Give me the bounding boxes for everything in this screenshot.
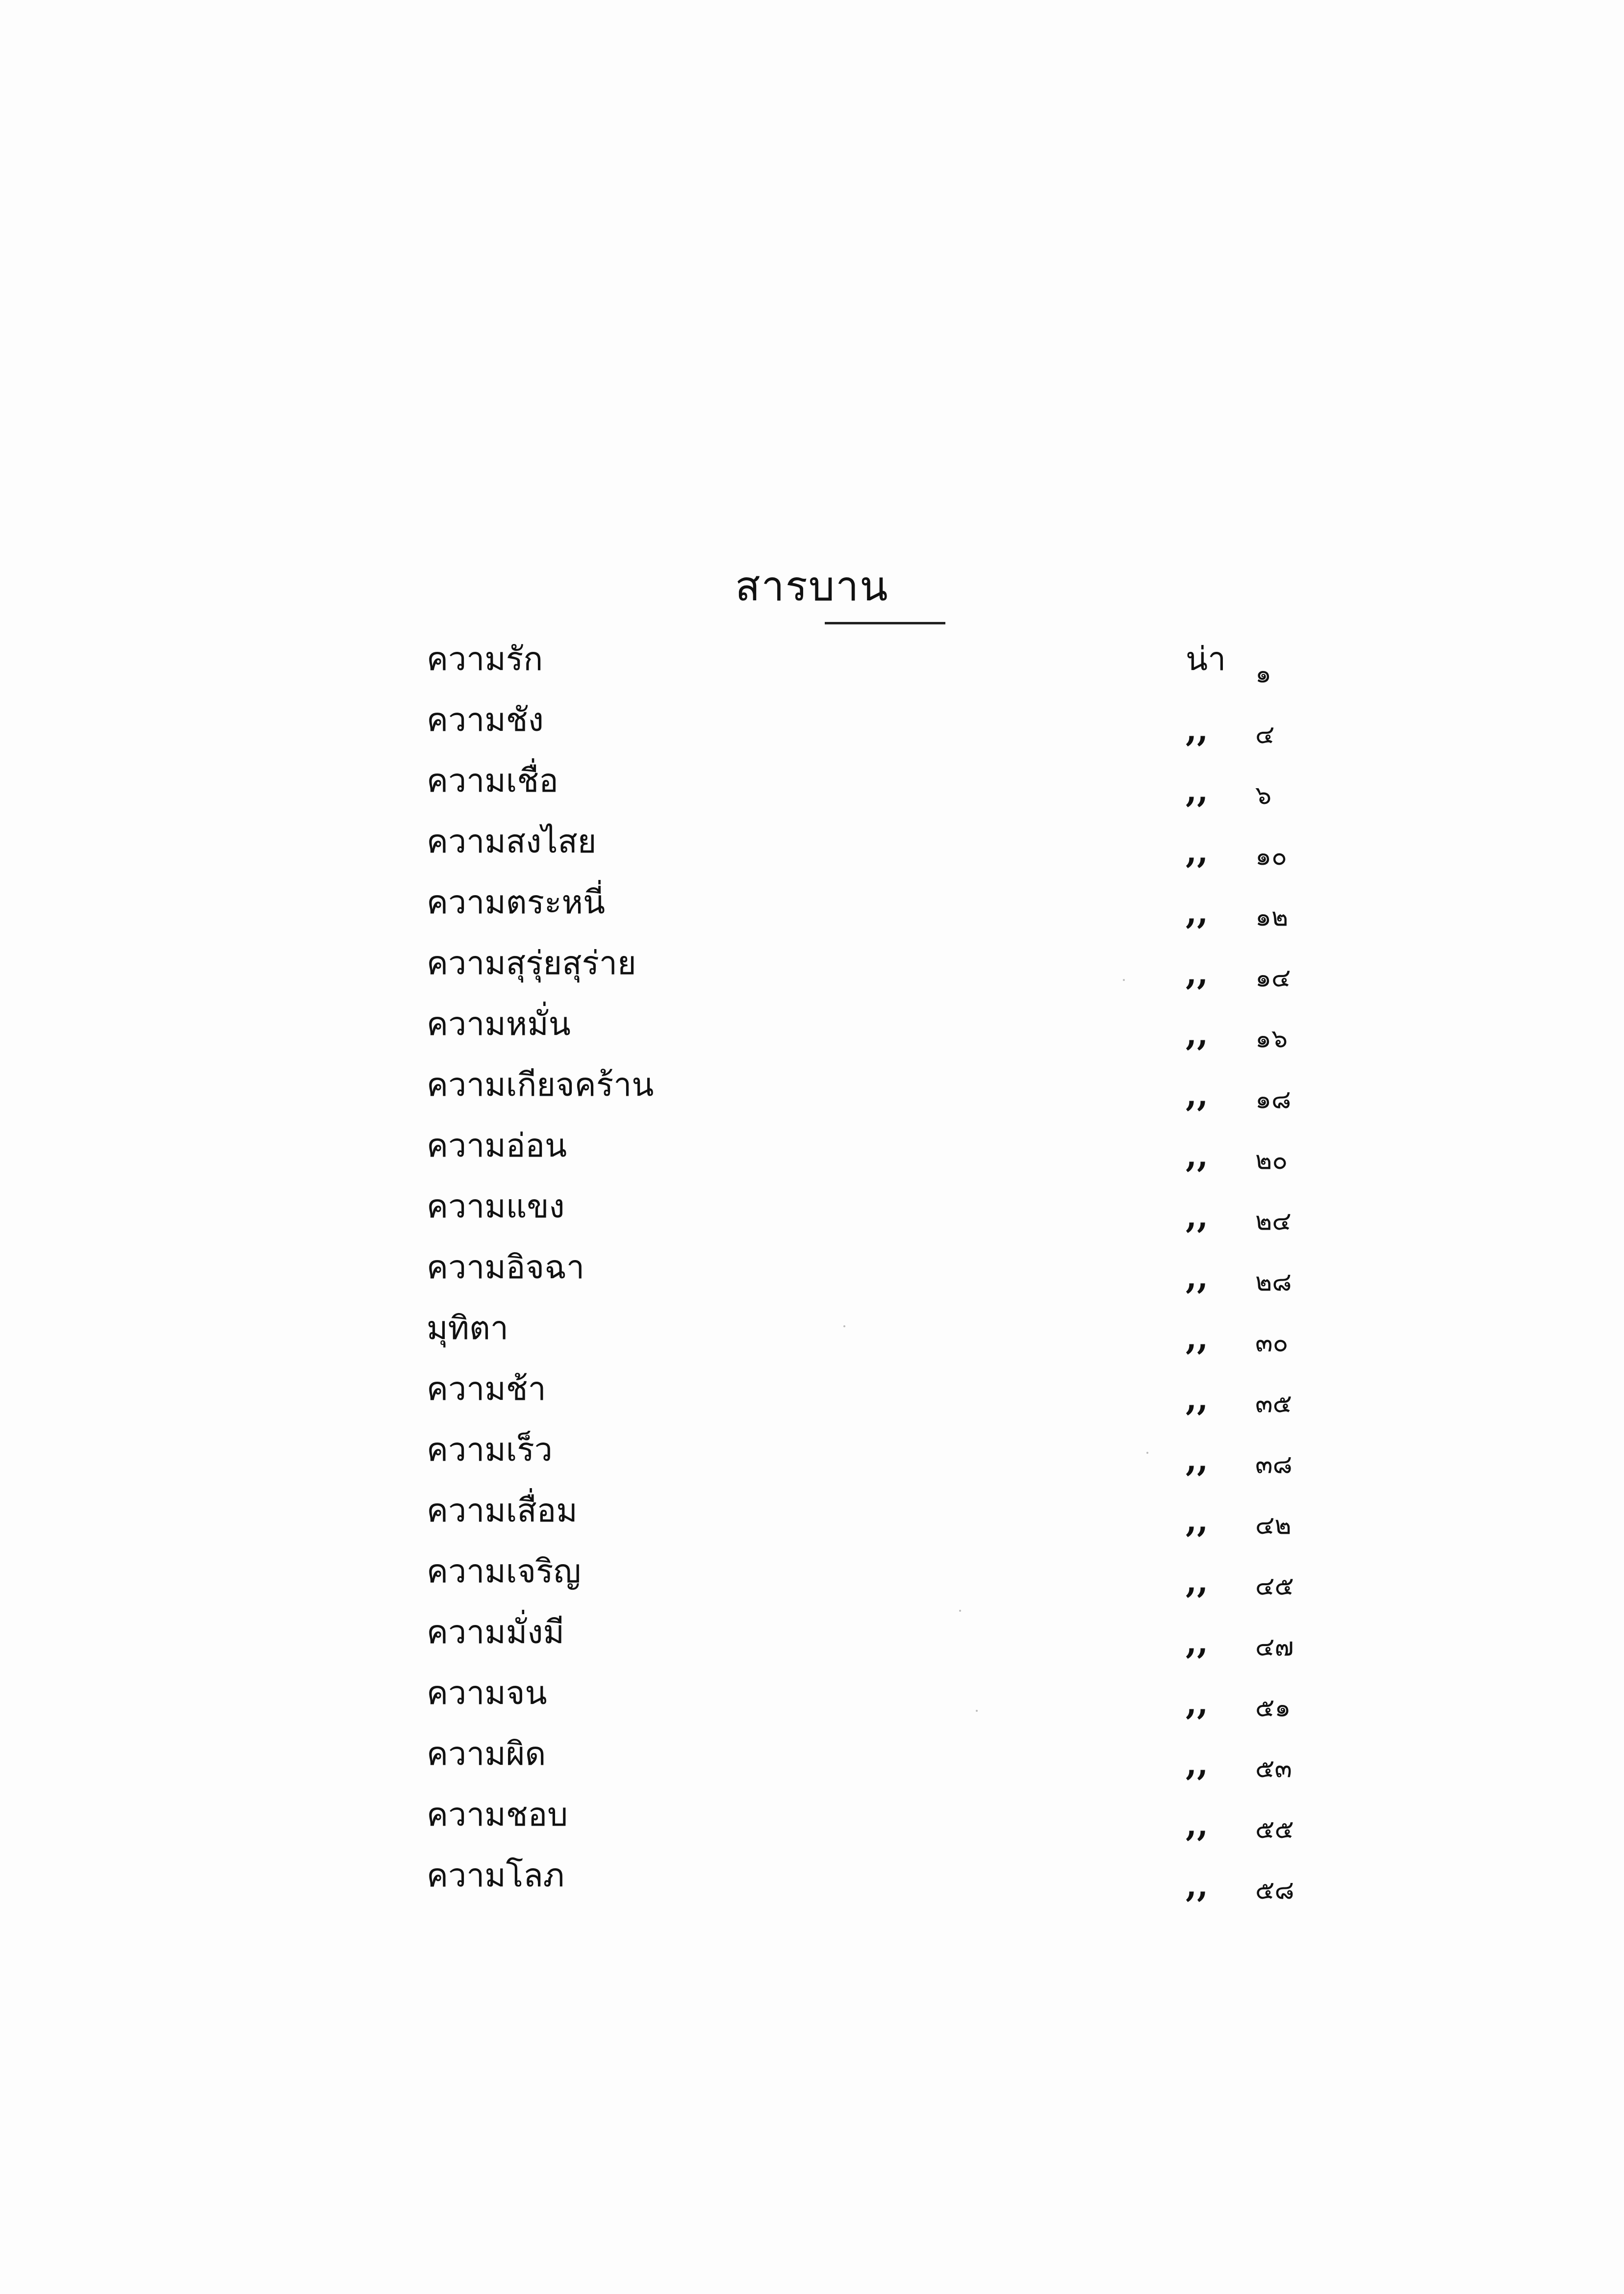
ditto-mark: ,, [1186, 954, 1208, 992]
toc-entry-page-number: ๑๒ [1255, 902, 1289, 932]
ditto-mark: ,, [1186, 1805, 1208, 1844]
ditto-mark: ,, [1186, 1380, 1208, 1418]
toc-entry [0, 1305, 1624, 1366]
toc-entry-title: ความเร็ว [427, 1431, 553, 1469]
toc-entry-title: ความผิด [427, 1735, 546, 1773]
toc-entry-title: ความสุรุ่ยสุร่าย [427, 944, 636, 982]
toc-entry-title: ความเชื่อ [427, 762, 558, 799]
ditto-mark: ,, [1186, 1197, 1208, 1236]
toc-entry [0, 1183, 1624, 1244]
toc-entry-title: ความเสื่อม [427, 1492, 578, 1529]
ditto-mark: ,, [1186, 1623, 1208, 1661]
ditto-mark: ,, [1186, 1562, 1208, 1600]
toc-entry-page-number: ๔๒ [1255, 1511, 1292, 1540]
toc-entry-title: ความจน [427, 1674, 547, 1712]
toc-entry [0, 1852, 1624, 1913]
toc-entry [0, 1609, 1624, 1670]
toc-entry-page-number: ๒๘ [1255, 1267, 1292, 1297]
toc-entry [0, 636, 1624, 696]
ditto-mark: ,, [1186, 1684, 1208, 1722]
page-title: สารบาน [735, 562, 889, 610]
toc-entry-title: ความชัง [427, 701, 544, 739]
toc-entry-page-number: ๔๗ [1255, 1632, 1294, 1662]
toc-entry-page-number: ๓๕ [1255, 1389, 1292, 1418]
ditto-mark: ,, [1186, 772, 1208, 810]
scan-speck [1123, 979, 1125, 981]
toc-entry-title: ความเจริญ [427, 1552, 581, 1590]
toc-entry-title: ความสงไสย [427, 823, 597, 860]
toc-entry-page-number: ๖ [1255, 781, 1272, 810]
toc-entry [0, 1244, 1624, 1305]
scan-speck [959, 1610, 961, 1612]
toc-entry-title: ความรัก [427, 640, 543, 678]
toc-entry-page-number: ๔๕ [1255, 1572, 1294, 1601]
toc-entry-page-number: ๑๔ [1255, 963, 1291, 993]
toc-entry [0, 1366, 1624, 1426]
toc-entry-title: ความแขง [427, 1187, 565, 1225]
toc-entry-page-number: ๕๑ [1255, 1693, 1291, 1723]
ditto-mark: ,, [1186, 1136, 1208, 1175]
toc-entry-title: ความมั่งมี [427, 1613, 565, 1651]
title-underline [825, 622, 945, 624]
toc-entry-title: ความหมั่น [427, 1005, 571, 1043]
ditto-mark: ,, [1186, 1076, 1208, 1114]
toc-entry-page-number: ๔ [1255, 720, 1275, 749]
toc-entry [0, 1730, 1624, 1791]
ditto-mark: ,, [1186, 1745, 1208, 1783]
ditto-mark: ,, [1186, 1866, 1208, 1905]
toc-entry-title: ความช้า [427, 1370, 546, 1408]
toc-entry-page-number: ๕๓ [1255, 1754, 1292, 1783]
ditto-mark: ,, [1186, 893, 1208, 931]
ditto-mark: ,, [1186, 1319, 1208, 1357]
scan-speck [843, 1325, 845, 1327]
toc-entry [0, 1061, 1624, 1122]
toc-entry-page-number: ๑๖ [1255, 1024, 1288, 1054]
toc-entry [0, 1426, 1624, 1487]
toc-entry-title: ความอ่อน [427, 1127, 567, 1164]
toc-entry [0, 1791, 1624, 1852]
toc-entry-page-number: ๓๐ [1255, 1328, 1289, 1358]
toc-entry-page-number: ๒๐ [1255, 1146, 1288, 1175]
toc-entry-page-number: ๒๔ [1255, 1207, 1292, 1236]
toc-entry [0, 879, 1624, 940]
toc-entry-title: ความเกียจคร้าน [427, 1066, 654, 1104]
ditto-mark: ,, [1186, 1258, 1208, 1296]
ditto-mark: ,, [1186, 711, 1208, 749]
ditto-mark: ,, [1186, 1501, 1208, 1540]
toc-entry-page-number: ๓๘ [1255, 1450, 1293, 1479]
ditto-mark: ,, [1186, 1015, 1208, 1053]
toc-entry-title: ความโลภ [427, 1856, 565, 1894]
toc-entry-page-number: ๕๘ [1255, 1876, 1294, 1905]
ditto-mark: ,, [1186, 832, 1208, 871]
toc-entry-title: มุทิตา [427, 1309, 508, 1347]
toc-entry [0, 1487, 1624, 1548]
toc-entry-title: ความอิจฉา [427, 1248, 585, 1286]
toc-entry [0, 1122, 1624, 1183]
toc-entry-page-number: ๑๘ [1255, 1085, 1292, 1114]
toc-entry-page-number: ๑๐ [1255, 842, 1287, 871]
toc-entry [0, 757, 1624, 818]
scan-speck [1146, 1452, 1148, 1454]
toc-entry [0, 1001, 1624, 1061]
toc-entry [0, 940, 1624, 1001]
toc-entry-title: ความตระหนี่ [427, 883, 606, 921]
page-label: น่า [1186, 640, 1226, 678]
toc-entry [0, 1670, 1624, 1730]
toc-entry-title: ความชอบ [427, 1796, 568, 1833]
toc-entry [0, 1548, 1624, 1609]
toc-entry [0, 696, 1624, 757]
toc-entry-page-number: ๑ [1255, 659, 1272, 689]
toc-entry [0, 818, 1624, 879]
ditto-mark: ,, [1186, 1441, 1208, 1479]
toc-entry-page-number: ๕๕ [1255, 1815, 1294, 1844]
scan-speck [976, 1710, 978, 1712]
